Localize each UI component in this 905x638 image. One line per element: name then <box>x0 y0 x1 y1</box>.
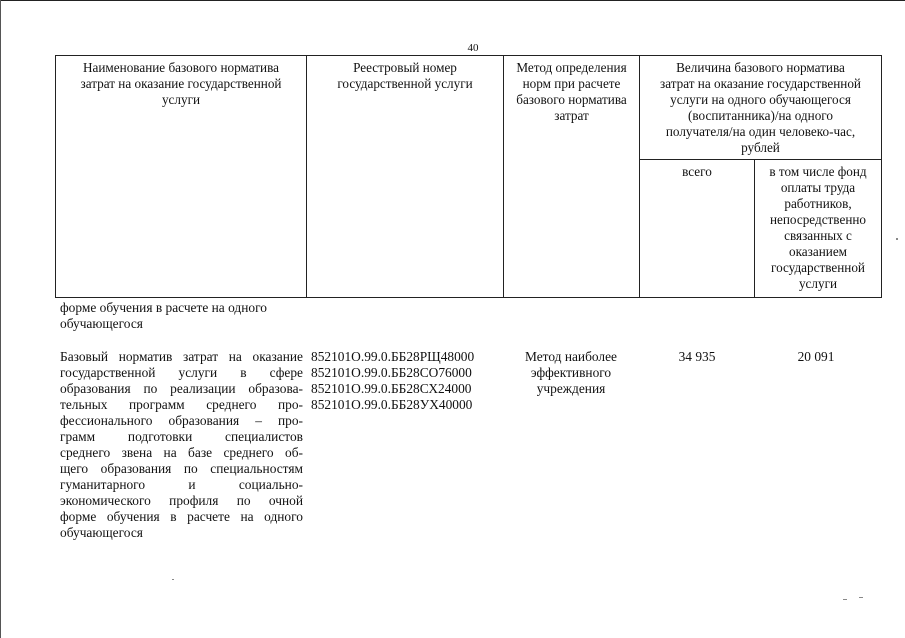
header-fund-cell <box>755 160 882 298</box>
header-total-cell <box>640 160 755 298</box>
registry-number: 852101О.99.0.ББ28СО76000 <box>311 365 472 380</box>
row-name-line: образования по реализации образова- <box>60 381 303 396</box>
scan-speck <box>172 579 174 580</box>
scan-speck <box>859 597 863 598</box>
header-value-line: рублей <box>741 140 780 155</box>
header-fund-line: в том числе фонд <box>769 164 867 179</box>
header-method-line: норм при расчете <box>522 76 621 91</box>
header-fund-line: услуги <box>798 276 838 291</box>
row-name-line: Базовый норматив затрат на оказание <box>60 349 303 364</box>
scan-top-edge <box>0 0 905 6</box>
header-fund-line: оплаты труда <box>780 180 856 195</box>
row-name-line: фессионального образования – про- <box>60 413 303 428</box>
registry-number: 852101О.99.0.ББ28РЩ48000 <box>311 349 475 364</box>
header-registry-line: Реестровый номер <box>353 60 457 75</box>
row-name-line: щего образования по специальностям <box>60 461 303 476</box>
row-name-line: среднего звена на базе среднего об- <box>60 445 303 460</box>
header-fund-line: непосредственно <box>769 212 867 227</box>
header-method-cell <box>504 56 640 298</box>
row-name-line: тельных программ среднего про- <box>60 397 303 412</box>
header-registry-line: государственной услуги <box>337 76 473 91</box>
header-fund-line: оказанием <box>788 244 848 259</box>
row-name-line: государственной услуги в сфере <box>60 365 303 380</box>
continuation-text <box>60 300 303 332</box>
row-name-line: гуманитарного и социально- <box>60 477 303 492</box>
row-method-line: учреждения <box>536 381 606 396</box>
header-fund-line: работников, <box>784 196 852 211</box>
header-name-line: Наименование базового норматива <box>83 60 279 75</box>
header-registry-cell <box>307 56 504 298</box>
registry-number: 852101О.99.0.ББ28СХ24000 <box>311 381 472 396</box>
row-name <box>60 349 303 541</box>
scan-speck <box>896 238 898 240</box>
header-name-cell <box>56 56 307 298</box>
header-total-line: всего <box>682 164 712 179</box>
header-method-line: Метод определения <box>516 60 627 75</box>
header-method-line: затрат <box>554 108 589 123</box>
row-method-line: эффективного <box>530 365 612 380</box>
row-method-line: Метод наиболее <box>525 349 617 364</box>
header-value-line: (воспитанника)/на одного <box>688 108 833 123</box>
header-value-cell <box>640 56 882 160</box>
scan-left-edge <box>0 0 1 638</box>
row-name-line: обучающегося <box>60 525 143 540</box>
header-name-line: услуги <box>161 92 201 107</box>
continuation-line: обучающегося <box>60 316 143 331</box>
header-table <box>55 55 882 298</box>
header-fund-line: государственной <box>771 260 865 275</box>
scan-speck <box>843 599 847 600</box>
header-method-line: базового норматива <box>516 92 627 107</box>
header-fund-line: связанных с <box>784 228 852 243</box>
row-fund-value: 20 091 <box>797 349 835 364</box>
header-value-line: Величина базового норматива <box>676 60 845 75</box>
header-value-line: затрат на оказание государственной <box>660 76 861 91</box>
row-registry-numbers <box>311 349 501 413</box>
header-name-line: затрат на оказание государственной <box>80 76 282 91</box>
header-value-line: услуги на одного обучающегося <box>670 92 851 107</box>
row-name-line: форме обучения в расчете на одного <box>60 509 303 524</box>
row-name-line: экономического профиля по очной <box>60 493 303 508</box>
row-name-line: грамм подготовки специалистов <box>60 429 303 444</box>
row-method <box>505 349 637 397</box>
registry-number: 852101О.99.0.ББ28УХ40000 <box>311 397 473 412</box>
header-value-line: получателя/на один человеко-час, <box>665 124 856 139</box>
continuation-line: форме обучения в расчете на одного <box>60 300 267 315</box>
row-total-value: 34 935 <box>678 349 716 364</box>
page-number: 40 <box>467 42 479 54</box>
